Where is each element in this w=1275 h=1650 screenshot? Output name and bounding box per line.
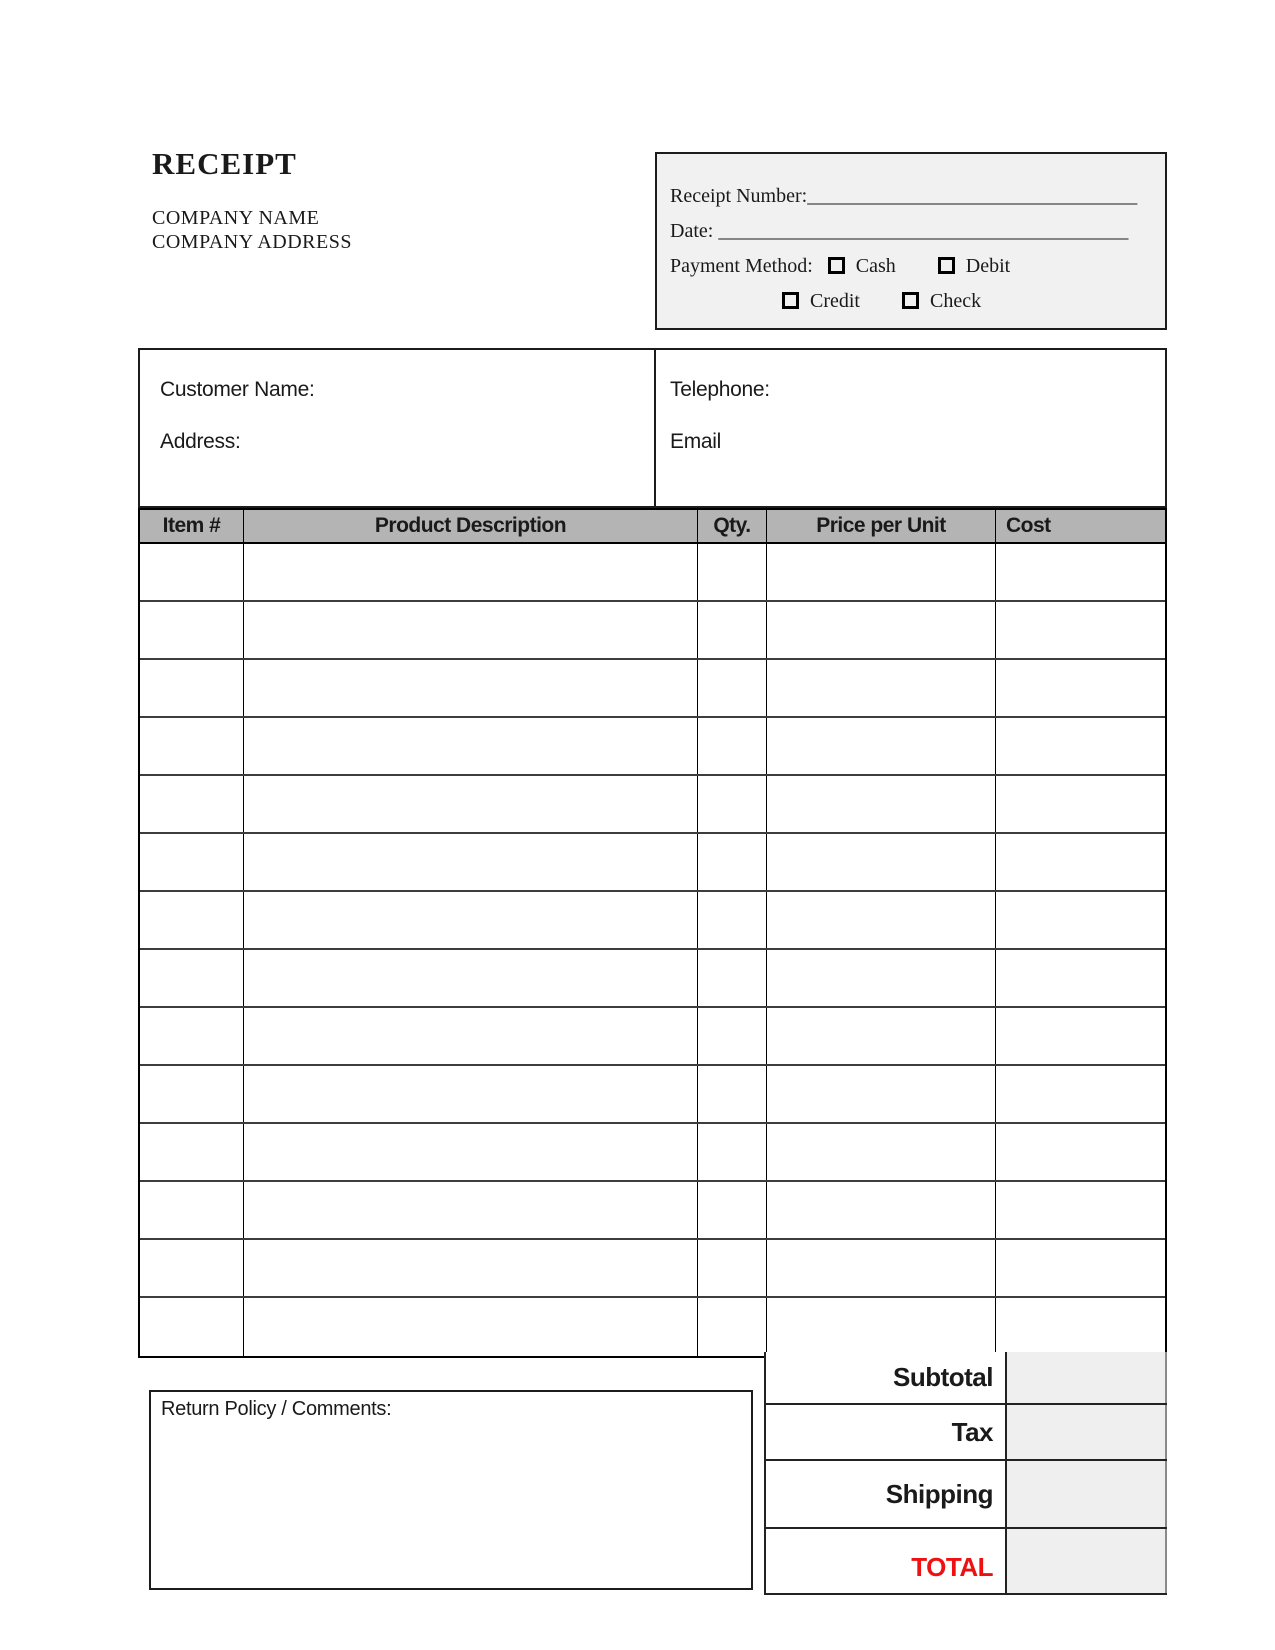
item-cell[interactable] [766,660,995,716]
item-cell[interactable] [697,602,766,658]
item-cell[interactable] [140,1240,243,1296]
receipt-number-field[interactable]: _________________________________ [807,185,1138,207]
item-cell[interactable] [243,1298,697,1356]
item-cell[interactable] [243,544,697,600]
item-cell[interactable] [140,1124,243,1180]
item-cell[interactable] [140,660,243,716]
item-cell[interactable] [995,1182,1165,1238]
item-cell[interactable] [243,950,697,1006]
item-cell[interactable] [140,1182,243,1238]
item-cell[interactable] [766,544,995,600]
customer-name-label: Customer Name: [160,378,315,401]
item-cell[interactable] [697,1298,766,1356]
column-header-product-description: Product Description [243,510,697,542]
item-cell[interactable] [697,660,766,716]
item-cell[interactable] [140,950,243,1006]
email-label: Email [670,430,722,453]
page-title: RECEIPT [152,146,297,181]
item-cell[interactable] [140,602,243,658]
item-cell[interactable] [766,776,995,832]
customer-address-label: Address: [160,430,241,453]
item-cell[interactable] [766,1182,995,1238]
item-cell[interactable] [697,950,766,1006]
item-cell[interactable] [140,544,243,600]
item-cell[interactable] [243,660,697,716]
receipt-number-row [670,179,1153,214]
item-cell[interactable] [697,1008,766,1064]
item-cell[interactable] [697,1066,766,1122]
check-option-label: Check [930,290,982,312]
date-field[interactable]: _________________________________________ [718,220,1129,242]
item-cell[interactable] [140,834,243,890]
date-row [670,214,1153,249]
item-cell[interactable] [697,718,766,774]
table-row [140,776,1165,834]
item-cell[interactable] [766,1298,995,1356]
table-row [140,718,1165,776]
debit-checkbox-icon[interactable] [938,257,955,274]
subtotal-row [764,1352,1167,1405]
receipt-number-label: Receipt Number: [670,185,808,207]
item-cell[interactable] [995,776,1165,832]
customer-right-column [654,350,1165,506]
item-cell[interactable] [140,718,243,774]
debit-option-label: Debit [965,255,1011,277]
total-label: TOTAL [764,1529,1007,1593]
item-cell[interactable] [140,1008,243,1064]
receipt-info-box [655,152,1167,330]
subtotal-label: Subtotal [764,1352,1007,1403]
item-cell[interactable] [995,834,1165,890]
company-name: COMPANY NAME [152,207,320,229]
subtotal-value-cell[interactable] [1007,1352,1167,1403]
column-header-cost: Cost [995,510,1165,542]
return-policy-box[interactable] [149,1390,753,1590]
item-cell[interactable] [995,544,1165,600]
return-policy-label: Return Policy / Comments: [161,1398,392,1420]
cash-checkbox-icon[interactable] [828,257,845,274]
date-label: Date: [670,220,714,242]
table-row [140,660,1165,718]
item-cell[interactable] [766,602,995,658]
tax-label: Tax [764,1405,1007,1459]
item-cell[interactable] [243,602,697,658]
table-row [140,1008,1165,1066]
item-cell[interactable] [697,776,766,832]
items-table-header [140,510,1165,544]
table-row [140,1298,1165,1356]
company-address: COMPANY ADDRESS [152,231,352,253]
item-cell[interactable] [766,950,995,1006]
item-cell[interactable] [243,1008,697,1064]
item-cell[interactable] [697,1124,766,1180]
shipping-label: Shipping [764,1461,1007,1527]
document-header [152,146,352,254]
credit-option-label: Credit [810,290,860,312]
item-cell[interactable] [243,1066,697,1122]
table-row [140,892,1165,950]
item-cell[interactable] [697,834,766,890]
table-row [140,1182,1165,1240]
shipping-value-cell[interactable] [1007,1461,1167,1527]
table-row [140,834,1165,892]
table-row [140,1066,1165,1124]
item-cell[interactable] [766,1008,995,1064]
total-row [764,1529,1167,1595]
tax-value-cell[interactable] [1007,1405,1167,1459]
item-cell[interactable] [995,1124,1165,1180]
item-cell[interactable] [995,718,1165,774]
item-cell[interactable] [697,544,766,600]
item-cell[interactable] [995,892,1165,948]
table-row [140,1124,1165,1182]
tax-row [764,1405,1167,1461]
item-cell[interactable] [995,602,1165,658]
item-cell[interactable] [995,1008,1165,1064]
telephone-label: Telephone: [670,378,770,401]
item-cell[interactable] [766,834,995,890]
item-cell[interactable] [697,1240,766,1296]
item-cell[interactable] [697,1182,766,1238]
customer-left-column [140,350,654,506]
item-cell[interactable] [140,892,243,948]
column-header-qty: Qty. [697,510,766,542]
table-row [140,602,1165,660]
item-cell[interactable] [995,660,1165,716]
table-row [140,544,1165,602]
column-header-price-per-unit: Price per Unit [766,510,995,542]
item-cell[interactable] [766,892,995,948]
payment-method-row-2 [670,284,1153,319]
item-cell[interactable] [140,1066,243,1122]
check-checkbox-icon[interactable] [902,292,919,309]
shipping-row [764,1461,1167,1529]
table-row [140,1240,1165,1298]
column-header-item-number: Item # [162,514,221,537]
item-cell[interactable] [243,1124,697,1180]
item-cell[interactable] [140,776,243,832]
item-cell[interactable] [995,1240,1165,1296]
item-cell[interactable] [243,776,697,832]
customer-info-box [138,348,1167,508]
item-cell[interactable] [766,1124,995,1180]
item-cell[interactable] [995,1298,1165,1356]
totals-section [764,1352,1167,1595]
item-cell[interactable] [243,1182,697,1238]
items-rows [140,544,1165,1356]
credit-checkbox-icon[interactable] [782,292,799,309]
item-cell[interactable] [243,718,697,774]
item-cell[interactable] [697,892,766,948]
items-table [138,508,1167,1358]
item-cell[interactable] [243,892,697,948]
item-cell[interactable] [766,1066,995,1122]
payment-method-label: Payment Method: [670,255,813,277]
item-cell[interactable] [243,1240,697,1296]
item-cell[interactable] [140,1298,243,1356]
item-cell[interactable] [995,1066,1165,1122]
table-row [140,950,1165,1008]
item-cell[interactable] [243,834,697,890]
payment-method-row [670,249,1153,284]
item-cell[interactable] [995,950,1165,1006]
item-cell[interactable] [766,718,995,774]
cash-option-label: Cash [855,255,896,277]
item-cell[interactable] [766,1240,995,1296]
total-value-cell[interactable] [1007,1529,1167,1593]
